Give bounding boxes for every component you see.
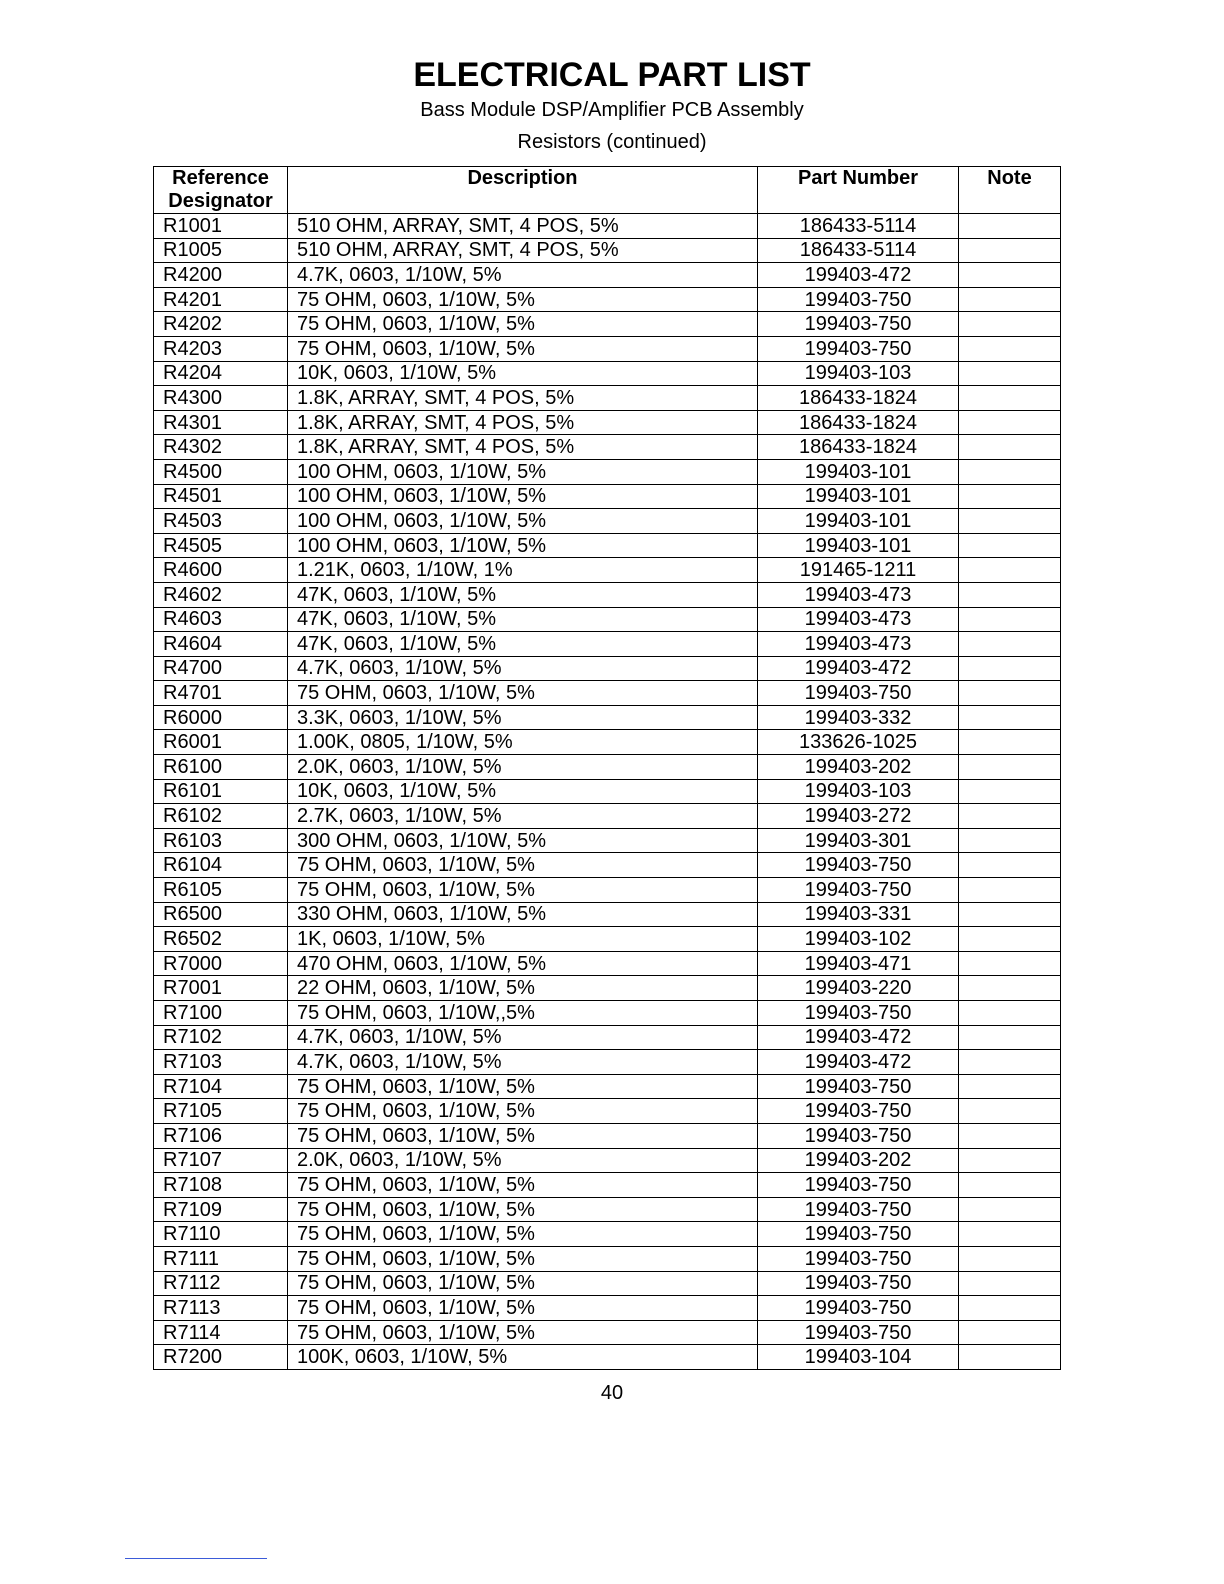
cell-part-number: 199403-750 [758, 681, 959, 706]
document-subtitle: Bass Module DSP/Amplifier PCB Assembly [420, 99, 804, 121]
table-row [154, 681, 1061, 706]
cell-note [959, 582, 1061, 607]
table-row [154, 1001, 1061, 1026]
cell-reference-designator: R7106 [154, 1123, 288, 1148]
cell-description: 75 OHM, 0603, 1/10W, 5% [288, 1074, 758, 1099]
cell-part-number: 199403-331 [758, 902, 959, 927]
cell-reference-designator: R4501 [154, 484, 288, 509]
table-row [154, 558, 1061, 583]
cell-part-number: 199403-750 [758, 878, 959, 903]
cell-note [959, 1025, 1061, 1050]
cell-part-number: 186433-1824 [758, 386, 959, 411]
table-row [154, 361, 1061, 386]
cell-description: 75 OHM, 0603, 1/10W, 5% [288, 287, 758, 312]
cell-description: 47K, 0603, 1/10W, 5% [288, 632, 758, 657]
cell-part-number: 199403-750 [758, 853, 959, 878]
cell-part-number: 199403-272 [758, 804, 959, 829]
cell-description: 75 OHM, 0603, 1/10W, 5% [288, 1320, 758, 1345]
cell-part-number: 199403-202 [758, 755, 959, 780]
page-number: 40 [600, 1382, 624, 1404]
table-row [154, 582, 1061, 607]
cell-description: 2.7K, 0603, 1/10W, 5% [288, 804, 758, 829]
cell-description: 1.8K, ARRAY, SMT, 4 POS, 5% [288, 386, 758, 411]
cell-description: 75 OHM, 0603, 1/10W, 5% [288, 336, 758, 361]
cell-note [959, 287, 1061, 312]
cell-description: 75 OHM, 0603, 1/10W, 5% [288, 1246, 758, 1271]
cell-note [959, 1222, 1061, 1247]
cell-note [959, 312, 1061, 337]
cell-reference-designator: R7104 [154, 1074, 288, 1099]
cell-part-number: 199403-104 [758, 1345, 959, 1370]
cell-note [959, 459, 1061, 484]
column-header-reference-line2: Designator [168, 190, 273, 212]
cell-reference-designator: R6500 [154, 902, 288, 927]
cell-part-number: 199403-473 [758, 607, 959, 632]
cell-description: 510 OHM, ARRAY, SMT, 4 POS, 5% [288, 238, 758, 263]
cell-part-number: 199403-750 [758, 1222, 959, 1247]
cell-part-number: 199403-750 [758, 1246, 959, 1271]
cell-description: 1.21K, 0603, 1/10W, 1% [288, 558, 758, 583]
cell-reference-designator: R4505 [154, 533, 288, 558]
cell-note [959, 533, 1061, 558]
cell-description: 75 OHM, 0603, 1/10W, 5% [288, 1173, 758, 1198]
cell-note [959, 656, 1061, 681]
cell-reference-designator: R4204 [154, 361, 288, 386]
table-row [154, 533, 1061, 558]
table-row [154, 1050, 1061, 1075]
cell-reference-designator: R4503 [154, 509, 288, 534]
column-header-reference-line1: Reference [172, 167, 269, 189]
cell-note [959, 336, 1061, 361]
cell-note [959, 558, 1061, 583]
cell-note [959, 1050, 1061, 1075]
cell-description: 2.0K, 0603, 1/10W, 5% [288, 755, 758, 780]
cell-description: 470 OHM, 0603, 1/10W, 5% [288, 951, 758, 976]
table-row [154, 656, 1061, 681]
table-row [154, 1296, 1061, 1321]
cell-note [959, 976, 1061, 1001]
cell-description: 75 OHM, 0603, 1/10W, 5% [288, 1197, 758, 1222]
cell-description: 1.00K, 0805, 1/10W, 5% [288, 730, 758, 755]
table-row [154, 730, 1061, 755]
table-row [154, 1246, 1061, 1271]
column-header-reference [154, 167, 288, 214]
cell-part-number: 199403-103 [758, 779, 959, 804]
table-row [154, 287, 1061, 312]
cell-part-number: 191465-1211 [758, 558, 959, 583]
cell-note [959, 1074, 1061, 1099]
cell-description: 10K, 0603, 1/10W, 5% [288, 361, 758, 386]
cell-reference-designator: R6105 [154, 878, 288, 903]
cell-reference-designator: R7102 [154, 1025, 288, 1050]
cell-description: 100 OHM, 0603, 1/10W, 5% [288, 459, 758, 484]
cell-reference-designator: R4200 [154, 263, 288, 288]
cell-description: 47K, 0603, 1/10W, 5% [288, 607, 758, 632]
cell-note [959, 730, 1061, 755]
table-row [154, 509, 1061, 534]
cell-part-number: 199403-101 [758, 459, 959, 484]
cell-description: 4.7K, 0603, 1/10W, 5% [288, 656, 758, 681]
cell-note [959, 1320, 1061, 1345]
table-row [154, 336, 1061, 361]
cell-note [959, 214, 1061, 239]
table-row [154, 902, 1061, 927]
cell-note [959, 681, 1061, 706]
cell-part-number: 199403-332 [758, 705, 959, 730]
cell-reference-designator: R7114 [154, 1320, 288, 1345]
cell-note [959, 1173, 1061, 1198]
table-row [154, 1123, 1061, 1148]
cell-reference-designator: R7103 [154, 1050, 288, 1075]
cell-description: 330 OHM, 0603, 1/10W, 5% [288, 902, 758, 927]
cell-part-number: 199403-750 [758, 1123, 959, 1148]
table-row [154, 386, 1061, 411]
parts-table-body [154, 214, 1061, 1370]
cell-note [959, 509, 1061, 534]
table-row [154, 828, 1061, 853]
cell-reference-designator: R1001 [154, 214, 288, 239]
cell-reference-designator: R4603 [154, 607, 288, 632]
cell-part-number: 199403-101 [758, 484, 959, 509]
cell-reference-designator: R4203 [154, 336, 288, 361]
cell-reference-designator: R6100 [154, 755, 288, 780]
cell-part-number: 186433-5114 [758, 214, 959, 239]
cell-part-number: 199403-472 [758, 263, 959, 288]
column-header-description: Description [288, 167, 758, 214]
cell-note [959, 1099, 1061, 1124]
table-row [154, 214, 1061, 239]
cell-part-number: 199403-472 [758, 656, 959, 681]
cell-part-number: 199403-750 [758, 1320, 959, 1345]
cell-part-number: 199403-750 [758, 1001, 959, 1026]
cell-part-number: 199403-750 [758, 287, 959, 312]
cell-reference-designator: R7110 [154, 1222, 288, 1247]
cell-reference-designator: R4600 [154, 558, 288, 583]
cell-part-number: 186433-1824 [758, 410, 959, 435]
cell-reference-designator: R4300 [154, 386, 288, 411]
cell-note [959, 951, 1061, 976]
table-row [154, 927, 1061, 952]
cell-reference-designator: R4301 [154, 410, 288, 435]
table-row [154, 1222, 1061, 1247]
cell-reference-designator: R6103 [154, 828, 288, 853]
cell-part-number: 199403-471 [758, 951, 959, 976]
cell-description: 1.8K, ARRAY, SMT, 4 POS, 5% [288, 435, 758, 460]
table-row [154, 238, 1061, 263]
column-header-note: Note [959, 167, 1061, 214]
footnote-divider [125, 1558, 267, 1559]
cell-reference-designator: R7109 [154, 1197, 288, 1222]
cell-part-number: 199403-750 [758, 1296, 959, 1321]
cell-description: 47K, 0603, 1/10W, 5% [288, 582, 758, 607]
cell-description: 100 OHM, 0603, 1/10W, 5% [288, 484, 758, 509]
cell-note [959, 1123, 1061, 1148]
cell-part-number: 186433-5114 [758, 238, 959, 263]
table-row [154, 632, 1061, 657]
cell-description: 100 OHM, 0603, 1/10W, 5% [288, 533, 758, 558]
cell-description: 75 OHM, 0603, 1/10W, 5% [288, 1099, 758, 1124]
table-row [154, 804, 1061, 829]
cell-description: 75 OHM, 0603, 1/10W, 5% [288, 1296, 758, 1321]
document-title: ELECTRICAL PART LIST [413, 56, 811, 94]
table-row [154, 410, 1061, 435]
cell-part-number: 199403-472 [758, 1025, 959, 1050]
cell-description: 4.7K, 0603, 1/10W, 5% [288, 263, 758, 288]
cell-part-number: 199403-301 [758, 828, 959, 853]
table-row [154, 976, 1061, 1001]
table-row [154, 951, 1061, 976]
cell-description: 75 OHM, 0603, 1/10W,,5% [288, 1001, 758, 1026]
cell-note [959, 1296, 1061, 1321]
cell-part-number: 199403-102 [758, 927, 959, 952]
cell-reference-designator: R7108 [154, 1173, 288, 1198]
cell-reference-designator: R6001 [154, 730, 288, 755]
cell-note [959, 484, 1061, 509]
cell-note [959, 1246, 1061, 1271]
cell-description: 75 OHM, 0603, 1/10W, 5% [288, 878, 758, 903]
cell-note [959, 632, 1061, 657]
table-row [154, 1173, 1061, 1198]
cell-reference-designator: R7000 [154, 951, 288, 976]
table-row [154, 607, 1061, 632]
table-row [154, 1345, 1061, 1370]
table-row [154, 1320, 1061, 1345]
table-row [154, 878, 1061, 903]
cell-part-number: 199403-750 [758, 1173, 959, 1198]
cell-description: 1.8K, ARRAY, SMT, 4 POS, 5% [288, 410, 758, 435]
cell-note [959, 1148, 1061, 1173]
cell-note [959, 927, 1061, 952]
cell-reference-designator: R7100 [154, 1001, 288, 1026]
cell-note [959, 828, 1061, 853]
cell-part-number: 199403-220 [758, 976, 959, 1001]
cell-note [959, 853, 1061, 878]
table-row [154, 484, 1061, 509]
cell-reference-designator: R4500 [154, 459, 288, 484]
table-row [154, 1148, 1061, 1173]
cell-reference-designator: R4602 [154, 582, 288, 607]
cell-part-number: 199403-750 [758, 1271, 959, 1296]
cell-reference-designator: R4302 [154, 435, 288, 460]
cell-reference-designator: R4201 [154, 287, 288, 312]
cell-note [959, 1197, 1061, 1222]
cell-part-number: 199403-101 [758, 509, 959, 534]
table-row [154, 435, 1061, 460]
cell-note [959, 902, 1061, 927]
cell-description: 4.7K, 0603, 1/10W, 5% [288, 1050, 758, 1075]
cell-reference-designator: R6104 [154, 853, 288, 878]
cell-description: 4.7K, 0603, 1/10W, 5% [288, 1025, 758, 1050]
table-row [154, 779, 1061, 804]
cell-description: 75 OHM, 0603, 1/10W, 5% [288, 1271, 758, 1296]
table-row [154, 312, 1061, 337]
cell-part-number: 199403-472 [758, 1050, 959, 1075]
parts-table [153, 166, 1061, 1370]
cell-reference-designator: R6101 [154, 779, 288, 804]
cell-part-number: 186433-1824 [758, 435, 959, 460]
table-row [154, 853, 1061, 878]
table-row [154, 1074, 1061, 1099]
cell-part-number: 133626-1025 [758, 730, 959, 755]
table-row [154, 1197, 1061, 1222]
column-header-part-number: Part Number [758, 167, 959, 214]
section-heading: Resistors (continued) [517, 131, 707, 153]
cell-note [959, 410, 1061, 435]
cell-part-number: 199403-750 [758, 336, 959, 361]
cell-part-number: 199403-750 [758, 1074, 959, 1099]
cell-reference-designator: R7001 [154, 976, 288, 1001]
cell-reference-designator: R7105 [154, 1099, 288, 1124]
cell-part-number: 199403-202 [758, 1148, 959, 1173]
cell-part-number: 199403-750 [758, 1197, 959, 1222]
table-row [154, 755, 1061, 780]
cell-reference-designator: R7112 [154, 1271, 288, 1296]
cell-note [959, 804, 1061, 829]
cell-description: 75 OHM, 0603, 1/10W, 5% [288, 853, 758, 878]
cell-reference-designator: R4202 [154, 312, 288, 337]
table-row [154, 459, 1061, 484]
cell-reference-designator: R6102 [154, 804, 288, 829]
cell-description: 75 OHM, 0603, 1/10W, 5% [288, 312, 758, 337]
cell-note [959, 386, 1061, 411]
cell-part-number: 199403-750 [758, 312, 959, 337]
cell-note [959, 878, 1061, 903]
table-row [154, 1271, 1061, 1296]
cell-description: 100K, 0603, 1/10W, 5% [288, 1345, 758, 1370]
cell-description: 22 OHM, 0603, 1/10W, 5% [288, 976, 758, 1001]
cell-description: 100 OHM, 0603, 1/10W, 5% [288, 509, 758, 534]
cell-reference-designator: R4701 [154, 681, 288, 706]
cell-reference-designator: R4604 [154, 632, 288, 657]
cell-note [959, 705, 1061, 730]
cell-description: 300 OHM, 0603, 1/10W, 5% [288, 828, 758, 853]
cell-note [959, 361, 1061, 386]
table-row [154, 263, 1061, 288]
cell-note [959, 1345, 1061, 1370]
cell-part-number: 199403-101 [758, 533, 959, 558]
cell-note [959, 779, 1061, 804]
table-row [154, 1099, 1061, 1124]
cell-note [959, 607, 1061, 632]
cell-part-number: 199403-103 [758, 361, 959, 386]
table-row [154, 1025, 1061, 1050]
cell-description: 1K, 0603, 1/10W, 5% [288, 927, 758, 952]
cell-reference-designator: R7113 [154, 1296, 288, 1321]
cell-note [959, 263, 1061, 288]
cell-reference-designator: R6000 [154, 705, 288, 730]
cell-note [959, 1271, 1061, 1296]
cell-note [959, 238, 1061, 263]
cell-description: 2.0K, 0603, 1/10W, 5% [288, 1148, 758, 1173]
cell-part-number: 199403-750 [758, 1099, 959, 1124]
cell-description: 75 OHM, 0603, 1/10W, 5% [288, 1222, 758, 1247]
cell-description: 75 OHM, 0603, 1/10W, 5% [288, 1123, 758, 1148]
cell-note [959, 1001, 1061, 1026]
cell-description: 510 OHM, ARRAY, SMT, 4 POS, 5% [288, 214, 758, 239]
cell-reference-designator: R4700 [154, 656, 288, 681]
cell-description: 75 OHM, 0603, 1/10W, 5% [288, 681, 758, 706]
cell-description: 10K, 0603, 1/10W, 5% [288, 779, 758, 804]
cell-reference-designator: R7111 [154, 1246, 288, 1271]
cell-part-number: 199403-473 [758, 582, 959, 607]
table-row [154, 705, 1061, 730]
table-header-row [154, 167, 1061, 214]
cell-reference-designator: R7200 [154, 1345, 288, 1370]
cell-note [959, 755, 1061, 780]
cell-reference-designator: R1005 [154, 238, 288, 263]
cell-description: 3.3K, 0603, 1/10W, 5% [288, 705, 758, 730]
cell-reference-designator: R7107 [154, 1148, 288, 1173]
cell-reference-designator: R6502 [154, 927, 288, 952]
cell-part-number: 199403-473 [758, 632, 959, 657]
cell-note [959, 435, 1061, 460]
